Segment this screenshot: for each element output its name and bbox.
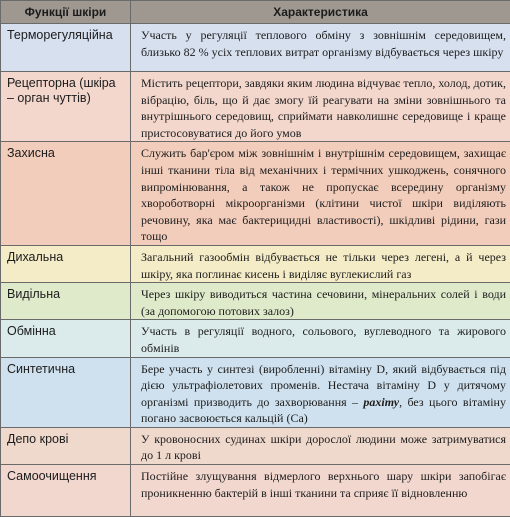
table-row — [1, 427, 510, 464]
table-row — [1, 465, 510, 517]
function-description: Служить бар'єром між зовнішнім і внутрішнім середовищем, захищає інші тканини тіла від механічних і термічних ушкоджень, сонячного випромінювання, а також не пропускає всередину організму хвороботворні мікроорганізми (клітини чистої шкіри виділяють речовину, яка має бактерицидні властивості), шкідливі рідини, гази тощо — [131, 142, 510, 246]
function-description — [131, 357, 510, 427]
function-description: Через шкіру виводиться частина сечовини, мінеральних солей і води (за допомогою потових залоз) — [131, 283, 510, 320]
function-name: Видільна — [1, 283, 131, 320]
table-row — [1, 357, 510, 427]
table-row — [1, 24, 510, 72]
function-name: Депо крові — [1, 427, 131, 464]
function-name: Синтетична — [1, 357, 131, 427]
function-description: Загальний газообмін відбувається не тільки через легені, а й через шкіру, яка поглинає кисень і виділяє вуглекислий газ — [131, 245, 510, 282]
function-description: Участь в регуляції водного, сольового, вуглеводного та жирового обмінів — [131, 320, 510, 357]
function-name: Дихальна — [1, 245, 131, 282]
table-row — [1, 283, 510, 320]
table-row — [1, 142, 510, 246]
function-description: Містить рецептори, завдяки яким людина відчуває тепло, холод, дотик, вібрацію, біль, що й дає змогу їй реагувати на зміни зовнішнього та внутрішнього середовищ, сприймати навколишнє середовище і краще пристосовуватися до його умов — [131, 72, 510, 142]
function-name: Захисна — [1, 142, 131, 246]
table-row — [1, 245, 510, 282]
function-name: Обмінна — [1, 320, 131, 357]
function-name: Рецепторна (шкіра – орган чуттів) — [1, 72, 131, 142]
function-description: У кровоносних судинах шкіри дорослої людини може затримуватися до 1 л крові — [131, 427, 510, 464]
description-text-before: Бере участь у синтезі (виробленні) вітаміну D, який відбувається під дією ультрафіолетових променів. Нестача вітаміну D у дитячому організмі призводить до захворювання – — [141, 362, 506, 409]
function-description: Участь у регуляції теплового обміну з зовнішнім середовищем, близько 82 % усіх теплових витрат організму відбувається через шкіру — [131, 24, 510, 72]
description-text-after: , без цього вітаміну погано засвоюється кальцій (Са) — [141, 395, 506, 426]
function-description: Постійне злущування відмерлого верхнього шару шкіри запобігає проникненню бактерій в інші тканини та сприяє її відновленню — [131, 465, 510, 517]
header-characteristic: Характеристика — [131, 1, 510, 24]
emphasized-term: рахіту — [363, 395, 399, 409]
header-function: Функції шкіри — [1, 1, 131, 24]
table-row — [1, 72, 510, 142]
function-name: Терморегуляційна — [1, 24, 131, 72]
table-row — [1, 320, 510, 357]
function-name: Самоочищення — [1, 465, 131, 517]
header-row — [1, 1, 510, 24]
